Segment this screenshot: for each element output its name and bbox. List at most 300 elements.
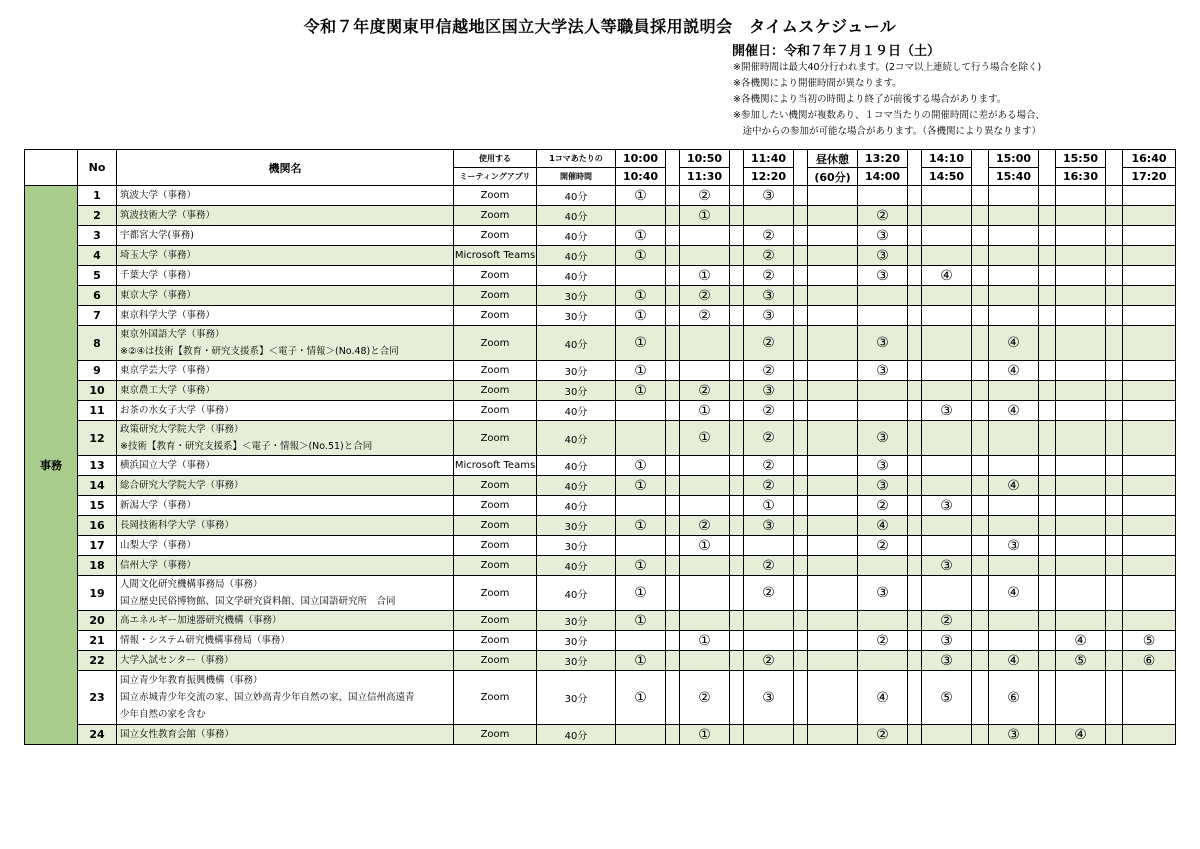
slot-gap xyxy=(1106,421,1123,456)
institution-name xyxy=(117,631,454,651)
session-slot xyxy=(922,476,972,496)
session-slot xyxy=(616,631,666,651)
institution-name-line: 国立青少年教育振興機構（事務） xyxy=(120,675,263,686)
session-slot: ③ xyxy=(858,421,908,456)
session-slot xyxy=(922,206,972,226)
slot-gap xyxy=(908,326,922,361)
row-number: 10 xyxy=(78,381,117,401)
session-slot xyxy=(922,246,972,266)
session-slot: ② xyxy=(922,611,972,631)
slot-gap xyxy=(1039,611,1056,631)
slot-gap xyxy=(972,361,989,381)
session-slot xyxy=(680,361,730,381)
slot-gap xyxy=(1039,671,1056,725)
session-slot xyxy=(1123,421,1176,456)
slot-gap xyxy=(666,306,680,326)
row-number: 14 xyxy=(78,476,117,496)
session-slot xyxy=(1056,326,1106,361)
session-slot xyxy=(616,421,666,456)
note-line: ※各機関により当初の時間より終了が前後する場合があります。 xyxy=(733,94,1007,105)
institution-name-line: 情報・システム研究機構事務局（事務） xyxy=(120,635,291,646)
session-slot xyxy=(1123,306,1176,326)
session-slot: ① xyxy=(616,381,666,401)
session-slot: ② xyxy=(744,226,794,246)
slot-gap xyxy=(972,516,989,536)
lunch-cell xyxy=(808,725,858,745)
session-slot xyxy=(680,246,730,266)
slot-gap xyxy=(794,536,808,556)
slot-gap xyxy=(972,456,989,476)
slot-start: 10:50 xyxy=(680,150,730,168)
slot-gap xyxy=(666,651,680,671)
institution-name xyxy=(117,496,454,516)
session-slot: ② xyxy=(858,206,908,226)
table-row xyxy=(25,496,1176,516)
session-slot xyxy=(1056,671,1106,725)
slot-gap xyxy=(794,671,808,725)
session-slot xyxy=(1123,226,1176,246)
session-slot: ① xyxy=(616,246,666,266)
session-slot: ② xyxy=(744,266,794,286)
header-app: 使用する xyxy=(454,150,537,168)
institution-name-line: 筑波大学（事務） xyxy=(120,190,197,201)
institution-name xyxy=(117,306,454,326)
slot-start: 11:40 xyxy=(744,150,794,168)
slot-end: 10:40 xyxy=(616,168,666,186)
session-slot: ⑤ xyxy=(1056,651,1106,671)
slot-gap xyxy=(730,536,744,556)
table-row xyxy=(25,246,1176,266)
table-row xyxy=(25,206,1176,226)
table-row xyxy=(25,725,1176,745)
session-slot xyxy=(1123,286,1176,306)
session-slot xyxy=(680,496,730,516)
session-slot: ④ xyxy=(989,576,1039,611)
slot-gap xyxy=(730,246,744,266)
slot-gap xyxy=(730,266,744,286)
session-duration: 40分 xyxy=(537,725,616,745)
institution-name xyxy=(117,536,454,556)
session-slot xyxy=(989,306,1039,326)
slot-gap xyxy=(972,611,989,631)
session-slot: ② xyxy=(744,361,794,381)
slot-gap xyxy=(730,576,744,611)
table-row xyxy=(25,651,1176,671)
slot-gap xyxy=(1106,611,1123,631)
slot-end: 16:30 xyxy=(1056,168,1106,186)
session-slot: ② xyxy=(858,631,908,651)
header-app-2: ミーティングアプリ xyxy=(454,168,537,186)
slot-gap xyxy=(794,421,808,456)
slot-gap xyxy=(666,611,680,631)
session-slot: ③ xyxy=(922,651,972,671)
table-row xyxy=(25,671,1176,725)
session-slot: ① xyxy=(616,516,666,536)
slot-gap xyxy=(666,476,680,496)
slot-gap xyxy=(972,631,989,651)
header-name: 機関名 xyxy=(117,150,454,186)
slot-gap xyxy=(1106,246,1123,266)
slot-gap xyxy=(972,671,989,725)
session-slot xyxy=(858,286,908,306)
meeting-app: Zoom xyxy=(454,576,537,611)
institution-name-line: 千葉大学（事務） xyxy=(120,270,197,281)
institution-name-line: お茶の水女子大学（事務） xyxy=(120,405,235,416)
slot-gap xyxy=(908,456,922,476)
slot-gap xyxy=(1106,556,1123,576)
session-slot: ② xyxy=(680,286,730,306)
session-slot xyxy=(858,611,908,631)
session-slot xyxy=(1056,536,1106,556)
slot-gap xyxy=(1106,286,1123,306)
lunch-cell xyxy=(808,286,858,306)
slot-gap xyxy=(908,611,922,631)
session-slot xyxy=(1056,266,1106,286)
slot-gap xyxy=(908,631,922,651)
slot-gap xyxy=(666,421,680,456)
slot-end: 14:00 xyxy=(858,168,908,186)
institution-name xyxy=(117,286,454,306)
session-duration: 40分 xyxy=(537,206,616,226)
slot-gap xyxy=(666,456,680,476)
lunch-cell xyxy=(808,226,858,246)
session-slot: ④ xyxy=(989,651,1039,671)
slot-gap xyxy=(1039,286,1056,306)
slot-gap xyxy=(972,725,989,745)
session-duration: 40分 xyxy=(537,226,616,246)
lunch-cell xyxy=(808,536,858,556)
slot-gap xyxy=(730,556,744,576)
session-slot xyxy=(1056,361,1106,381)
session-duration: 40分 xyxy=(537,456,616,476)
slot-gap xyxy=(1106,536,1123,556)
page-title: 令和７年度関東甲信越地区国立大学法人等職員採用説明会 タイムスケジュール xyxy=(303,17,897,36)
table-row xyxy=(25,306,1176,326)
session-slot xyxy=(1123,456,1176,476)
session-slot: ① xyxy=(680,536,730,556)
slot-gap xyxy=(972,651,989,671)
session-slot: ② xyxy=(680,306,730,326)
session-slot xyxy=(922,516,972,536)
slot-gap xyxy=(666,361,680,381)
table-row xyxy=(25,421,1176,456)
slot-gap xyxy=(794,186,808,206)
session-duration: 30分 xyxy=(537,381,616,401)
slot-gap xyxy=(1039,381,1056,401)
slot-gap xyxy=(794,226,808,246)
session-slot xyxy=(922,725,972,745)
institution-name-line: 長岡技術科学大学（事務） xyxy=(120,520,235,531)
slot-gap xyxy=(1106,401,1123,421)
lunch-cell xyxy=(808,381,858,401)
session-slot: ③ xyxy=(744,186,794,206)
session-slot: ③ xyxy=(858,226,908,246)
session-duration: 40分 xyxy=(537,421,616,456)
header-duration-2: 開催時間 xyxy=(537,168,616,186)
lunch-cell xyxy=(808,631,858,651)
slot-end: 15:40 xyxy=(989,168,1039,186)
session-slot: ② xyxy=(744,421,794,456)
slot-gap xyxy=(908,576,922,611)
slot-gap xyxy=(1106,206,1123,226)
session-slot xyxy=(858,306,908,326)
session-duration: 40分 xyxy=(537,186,616,206)
session-slot xyxy=(989,496,1039,516)
meeting-app: Microsoft Teams xyxy=(454,246,537,266)
slot-gap xyxy=(908,671,922,725)
session-slot: ① xyxy=(616,611,666,631)
session-slot: ⑤ xyxy=(922,671,972,725)
slot-gap xyxy=(794,326,808,361)
slot-gap xyxy=(730,516,744,536)
slot-start: 15:00 xyxy=(989,150,1039,168)
session-slot xyxy=(1123,611,1176,631)
slot-gap xyxy=(666,576,680,611)
slot-gap xyxy=(730,326,744,361)
session-slot: ④ xyxy=(1056,631,1106,651)
institution-name-line: 国立歴史民俗博物館、国文学研究資料館、国立国語研究所 合同 xyxy=(120,596,396,607)
session-slot xyxy=(1056,226,1106,246)
session-slot xyxy=(1056,476,1106,496)
schedule-body xyxy=(25,186,1176,745)
session-slot: ① xyxy=(680,421,730,456)
session-slot: ③ xyxy=(989,536,1039,556)
slot-gap xyxy=(666,266,680,286)
table-row xyxy=(25,456,1176,476)
slot-gap xyxy=(1106,671,1123,725)
session-slot: ② xyxy=(858,725,908,745)
slot-gap xyxy=(972,536,989,556)
slot-gap xyxy=(730,476,744,496)
slot-gap xyxy=(794,286,808,306)
session-slot: ③ xyxy=(744,516,794,536)
lunch-cell xyxy=(808,206,858,226)
slot-gap xyxy=(730,306,744,326)
session-slot: ② xyxy=(858,496,908,516)
slot-gap xyxy=(1039,186,1056,206)
row-number: 6 xyxy=(78,286,117,306)
session-slot: ① xyxy=(616,556,666,576)
institution-name xyxy=(117,226,454,246)
institution-name xyxy=(117,476,454,496)
row-number: 4 xyxy=(78,246,117,266)
meeting-app: Zoom xyxy=(454,266,537,286)
session-slot xyxy=(989,456,1039,476)
slot-gap xyxy=(730,456,744,476)
institution-name-line: 東京外国語大学（事務） xyxy=(120,329,225,340)
lunch-cell xyxy=(808,556,858,576)
slot-gap xyxy=(730,651,744,671)
slot-gap xyxy=(1039,361,1056,381)
row-number: 19 xyxy=(78,576,117,611)
slot-gap xyxy=(666,226,680,246)
slot-gap xyxy=(794,576,808,611)
slot-gap xyxy=(1039,651,1056,671)
meeting-app: Zoom xyxy=(454,206,537,226)
session-slot xyxy=(1123,246,1176,266)
session-slot: ③ xyxy=(922,631,972,651)
row-number: 15 xyxy=(78,496,117,516)
lunch-cell xyxy=(808,516,858,536)
slot-gap xyxy=(908,206,922,226)
slot-gap xyxy=(666,725,680,745)
session-slot: ④ xyxy=(989,326,1039,361)
session-slot: ④ xyxy=(989,401,1039,421)
session-slot: ① xyxy=(616,671,666,725)
slot-gap xyxy=(908,496,922,516)
institution-name xyxy=(117,246,454,266)
meeting-app: Zoom xyxy=(454,611,537,631)
session-slot xyxy=(989,226,1039,246)
institution-name-line: 新潟大学（事務） xyxy=(120,500,197,511)
slot-gap xyxy=(730,496,744,516)
slot-gap xyxy=(666,536,680,556)
lunch-cell xyxy=(808,456,858,476)
institution-name xyxy=(117,456,454,476)
institution-name-line: 山梨大学（事務） xyxy=(120,540,197,551)
session-duration: 30分 xyxy=(537,611,616,631)
slot-gap xyxy=(794,631,808,651)
session-slot xyxy=(1123,725,1176,745)
slot-gap xyxy=(1039,516,1056,536)
slot-gap xyxy=(794,556,808,576)
session-slot xyxy=(1056,611,1106,631)
slot-gap xyxy=(730,361,744,381)
table-row xyxy=(25,326,1176,361)
session-slot: ① xyxy=(680,206,730,226)
slot-gap xyxy=(1106,725,1123,745)
session-slot: ⑥ xyxy=(1123,651,1176,671)
institution-name-line: 国立女性教育会館（事務） xyxy=(120,729,235,740)
session-slot xyxy=(989,186,1039,206)
lunch-cell xyxy=(808,496,858,516)
session-slot xyxy=(989,266,1039,286)
lunch-cell xyxy=(808,266,858,286)
slot-start: 10:00 xyxy=(616,150,666,168)
slot-gap xyxy=(730,186,744,206)
session-slot: ① xyxy=(616,286,666,306)
meeting-app: Zoom xyxy=(454,421,537,456)
session-slot xyxy=(680,576,730,611)
slot-gap xyxy=(1039,421,1056,456)
slot-gap xyxy=(908,725,922,745)
slot-gap xyxy=(1106,456,1123,476)
category-cell: 事務 xyxy=(25,186,78,745)
meeting-app: Zoom xyxy=(454,516,537,536)
slot-gap xyxy=(908,381,922,401)
session-slot xyxy=(1123,476,1176,496)
institution-name xyxy=(117,611,454,631)
lunch-cell xyxy=(808,401,858,421)
session-slot xyxy=(989,611,1039,631)
session-slot: ③ xyxy=(922,401,972,421)
table-row xyxy=(25,401,1176,421)
slot-gap xyxy=(972,186,989,206)
table-row xyxy=(25,631,1176,651)
institution-name xyxy=(117,266,454,286)
institution-name xyxy=(117,361,454,381)
session-slot xyxy=(858,186,908,206)
institution-name-line: ※技術【教育・研究支援系】＜電子・情報＞(No.51)と合同 xyxy=(120,441,373,452)
session-slot: ② xyxy=(744,456,794,476)
session-slot xyxy=(1123,206,1176,226)
lunch-cell xyxy=(808,576,858,611)
lunch-cell xyxy=(808,306,858,326)
session-slot: ④ xyxy=(989,476,1039,496)
slot-gap xyxy=(972,476,989,496)
session-slot: ② xyxy=(680,516,730,536)
session-slot xyxy=(1123,496,1176,516)
session-slot xyxy=(922,226,972,246)
slot-gap xyxy=(1039,631,1056,651)
session-slot: ⑤ xyxy=(1123,631,1176,651)
session-slot: ③ xyxy=(989,725,1039,745)
slot-gap xyxy=(1039,326,1056,361)
slot-gap xyxy=(666,286,680,306)
slot-gap xyxy=(1106,186,1123,206)
session-slot: ① xyxy=(680,401,730,421)
slot-gap xyxy=(794,246,808,266)
session-slot: ② xyxy=(744,401,794,421)
institution-name xyxy=(117,725,454,745)
session-slot xyxy=(1123,266,1176,286)
slot-gap xyxy=(908,556,922,576)
session-slot: ③ xyxy=(744,381,794,401)
session-slot xyxy=(858,401,908,421)
slot-gap xyxy=(730,206,744,226)
session-slot xyxy=(680,611,730,631)
session-duration: 30分 xyxy=(537,361,616,381)
session-slot: ① xyxy=(616,456,666,476)
lunch-cell xyxy=(808,671,858,725)
session-slot: ② xyxy=(680,671,730,725)
session-slot: ① xyxy=(616,186,666,206)
slot-gap xyxy=(794,266,808,286)
slot-gap xyxy=(666,496,680,516)
institution-name-line: 埼玉大学（事務） xyxy=(120,250,197,261)
session-slot xyxy=(1123,536,1176,556)
session-slot xyxy=(744,725,794,745)
slot-gap xyxy=(1039,306,1056,326)
institution-name xyxy=(117,206,454,226)
session-slot xyxy=(989,421,1039,456)
session-slot: ④ xyxy=(858,516,908,536)
meeting-app: Zoom xyxy=(454,381,537,401)
session-slot xyxy=(922,326,972,361)
slot-gap xyxy=(730,725,744,745)
table-row xyxy=(25,381,1176,401)
institution-name-line: 東京学芸大学（事務） xyxy=(120,365,216,376)
slot-gap xyxy=(908,266,922,286)
session-slot: ① xyxy=(616,306,666,326)
institution-name-line: 大学入試センター（事務） xyxy=(120,655,234,666)
slot-gap xyxy=(794,361,808,381)
institution-name xyxy=(117,576,454,611)
session-slot xyxy=(680,651,730,671)
slot-gap xyxy=(1106,476,1123,496)
table-row xyxy=(25,611,1176,631)
institution-name xyxy=(117,556,454,576)
note-line: ※参加したい機関が複数あり、１コマ当たりの開催時間に差がある場合、 xyxy=(733,110,1045,121)
slot-gap xyxy=(794,611,808,631)
slot-gap xyxy=(972,226,989,246)
row-number: 5 xyxy=(78,266,117,286)
slot-gap xyxy=(908,651,922,671)
meeting-app: Zoom xyxy=(454,536,537,556)
session-slot: ③ xyxy=(744,286,794,306)
meeting-app: Zoom xyxy=(454,226,537,246)
session-slot xyxy=(922,286,972,306)
